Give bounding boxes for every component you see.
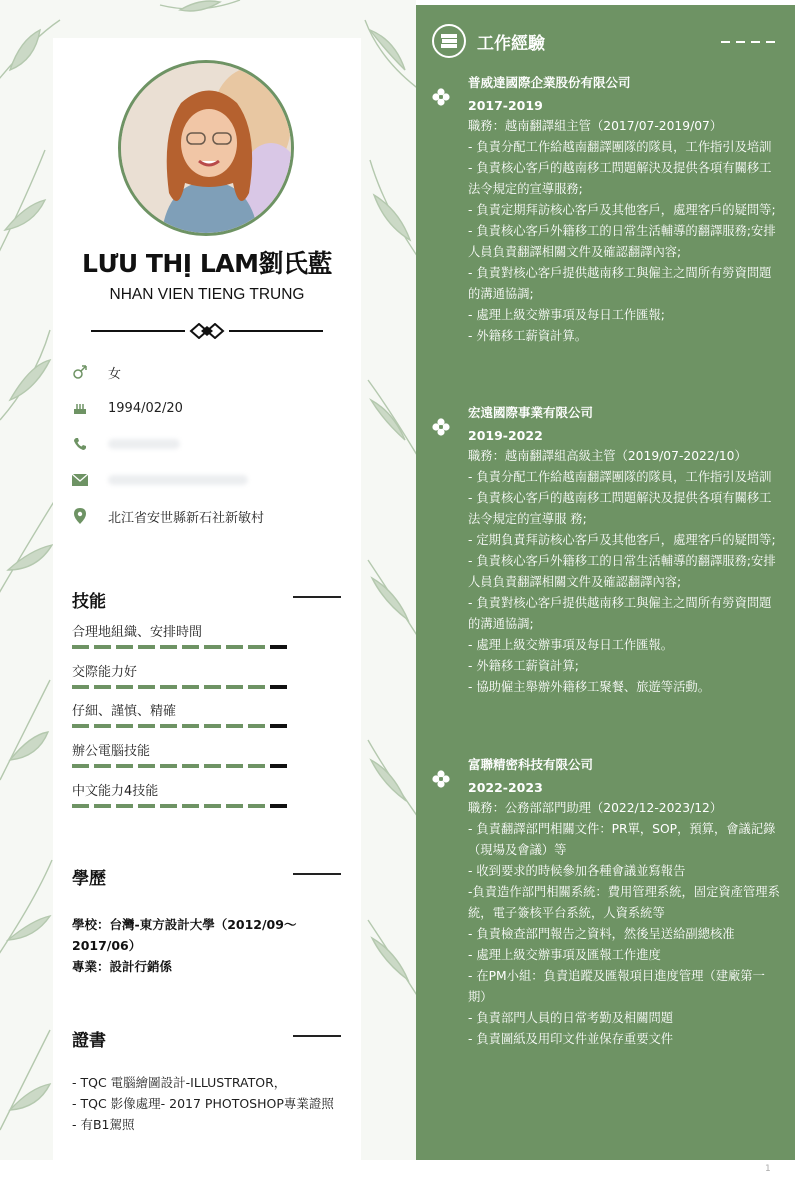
email-redacted <box>108 475 248 485</box>
job-line: - 負責定期拜訪核心客戶及其他客戶，處理客戶的疑問等; <box>468 203 776 217</box>
skills-heading: 技能 <box>72 592 106 612</box>
skill-bar <box>72 645 302 649</box>
job-line: - 負責部門人員的日常考勤及相關問題 <box>468 1011 674 1025</box>
education-heading: 學歷 <box>72 869 106 889</box>
skill-label: 中文能力4技能 <box>72 784 159 799</box>
job-line: - 負責翻譯部門相關文件：PR單，SOP，預算，會議記錄（現場及會議）等 <box>468 822 776 857</box>
job-line: - 負責分配工作給越南翻譯團隊的隊員，工作指引及培訓 <box>468 470 772 484</box>
avatar <box>121 63 294 236</box>
job-line: - 外籍移工薪資計算; <box>468 659 579 673</box>
person-name: LƯU THỊ LAM劉氏藍 <box>82 249 332 278</box>
flower-icon <box>432 770 450 788</box>
job-line: 職務：越南翻譯組主管（2017/07-2019/07） <box>468 119 723 133</box>
education-block <box>72 914 352 977</box>
skill-item <box>72 621 302 649</box>
gender-row <box>71 361 121 383</box>
phone-row <box>71 433 180 455</box>
job-line: -負責造作部門相關系統：費用管理系統，固定資產管理系統，電子簽核平台系統，人資系統等 <box>468 885 780 920</box>
address-value: 北江省安世縣新石社新敏村 <box>108 510 265 526</box>
job-years: 2022-2023 <box>468 780 543 795</box>
skill-label: 交際能力好 <box>72 665 138 680</box>
job-line: - 負責核心客戶的越南移工問題解決及提供各項有關移工法令規定的宣導服 務; <box>468 491 772 526</box>
job-line: - 負責核心客戶外籍移工的日常生活輔導的翻譯服務;安排人員負責翻譯相關文件及確認翻譯內容; <box>468 224 776 259</box>
experience-header <box>432 24 545 58</box>
certificate-item: - TQC 電腦繪圖設計-ILLUSTRATOR， <box>72 1075 287 1090</box>
gender-value: 女 <box>108 366 122 382</box>
certificate-item: - 有B1駕照 <box>72 1117 135 1132</box>
job-entry <box>468 402 782 698</box>
job-line: - 收到要求的時候參加各種會議並寫報告 <box>468 864 686 878</box>
profile-card <box>53 38 361 1160</box>
skill-item <box>72 780 302 808</box>
skill-bar <box>72 724 302 728</box>
job-line: 職務：越南翻譯組高級主管（2019/07-2022/10） <box>468 449 747 463</box>
ornament-divider <box>91 323 323 339</box>
skill-label: 合理地組織、安排時間 <box>72 625 203 640</box>
education-school: 學校：台灣-東方設計大學（2012/09～2017/06） <box>72 917 297 953</box>
job-line: - 定期負責拜訪核心客戶及其他客戶，處理客戶的疑問等; <box>468 533 776 547</box>
education-major: 專業：設計行銷係 <box>72 959 173 974</box>
education-heading-line <box>293 873 341 875</box>
skill-label: 仔細、謹慎、精確 <box>72 704 177 719</box>
job-years: 2017-2019 <box>468 98 543 113</box>
job-company: 富聯精密科技有限公司 <box>468 757 594 772</box>
experience-heading: 工作經驗 <box>477 33 545 54</box>
certificates-heading-line <box>293 1035 341 1037</box>
birthday-row <box>71 397 183 419</box>
job-line: - 負責檢查部門報告之資料，然後呈送給副總核准 <box>468 927 735 941</box>
skill-item <box>72 700 302 728</box>
job-line: - 外籍移工薪資計算。 <box>468 329 588 343</box>
job-line: - 協助僱主舉辦外籍移工聚餐、旅遊等活動。 <box>468 680 710 694</box>
job-line: - 處理上級交辦事項及每日工作匯報。 <box>468 638 674 652</box>
job-line: - 負責對核心客戶提供越南移工與僱主之間所有勞資問題的溝通協調; <box>468 596 772 631</box>
job-line: - 處理上級交辦事項及匯報工作進度 <box>468 948 661 962</box>
experience-panel <box>416 5 795 1160</box>
job-line: - 處理上級交辦事項及每日工作匯報; <box>468 308 665 322</box>
job-line: - 負責核心客戶的越南移工問題解決及提供各項有關移工法令規定的宣導服務; <box>468 161 772 196</box>
mail-icon <box>71 471 89 489</box>
profile-photo <box>118 60 294 236</box>
certificate-item: - TQC 影像處理- 2017 PHOTOSHOP專業證照 <box>72 1096 334 1111</box>
phone-redacted <box>108 439 180 449</box>
location-pin-icon <box>71 507 89 525</box>
job-line: - 負責圖紙及用印文件並保存重要文件 <box>468 1032 674 1046</box>
flower-icon <box>432 418 450 436</box>
skill-bar <box>72 764 302 768</box>
email-row <box>71 469 248 491</box>
phone-icon <box>71 435 89 453</box>
job-line: - 在PM小組：負責追蹤及匯報項目進度管理（建廠第一期） <box>468 969 765 1004</box>
gender-icon <box>71 363 89 381</box>
skill-bar <box>72 804 302 808</box>
skill-item <box>72 661 302 689</box>
job-line: - 負責核心客戶外籍移工的日常生活輔導的翻譯服務;安排人員負責翻譯相關文件及確認翻譯內容; <box>468 554 776 589</box>
skills-heading-line <box>293 596 341 598</box>
birthday-value: 1994/02/20 <box>108 400 183 416</box>
job-entry <box>468 72 782 347</box>
page-number: 1 <box>765 1164 771 1174</box>
address-row <box>71 505 264 527</box>
job-company: 普威達國際企業股份有限公司 <box>468 75 631 90</box>
skill-item <box>72 740 302 768</box>
certificates-heading: 證書 <box>72 1031 106 1051</box>
cake-icon <box>71 399 89 417</box>
flower-icon <box>432 88 450 106</box>
job-line: 職務：公務部部門助理（2022/12-2023/12） <box>468 801 723 815</box>
books-icon <box>432 24 466 58</box>
job-line: - 負責對核心客戶提供越南移工與僱主之間所有勞資問題的溝通協調; <box>468 266 772 301</box>
certificates-list <box>72 1072 352 1135</box>
dashed-line <box>721 41 779 43</box>
job-title: NHAN VIEN TIENG TRUNG <box>109 286 305 303</box>
skill-bar <box>72 685 302 689</box>
job-company: 宏遠國際事業有限公司 <box>468 405 594 420</box>
skill-label: 辦公電腦技能 <box>72 744 151 759</box>
job-years: 2019-2022 <box>468 428 543 443</box>
job-entry <box>468 754 782 1050</box>
job-line: - 負責分配工作給越南翻譯團隊的隊員，工作指引及培訓 <box>468 140 772 154</box>
